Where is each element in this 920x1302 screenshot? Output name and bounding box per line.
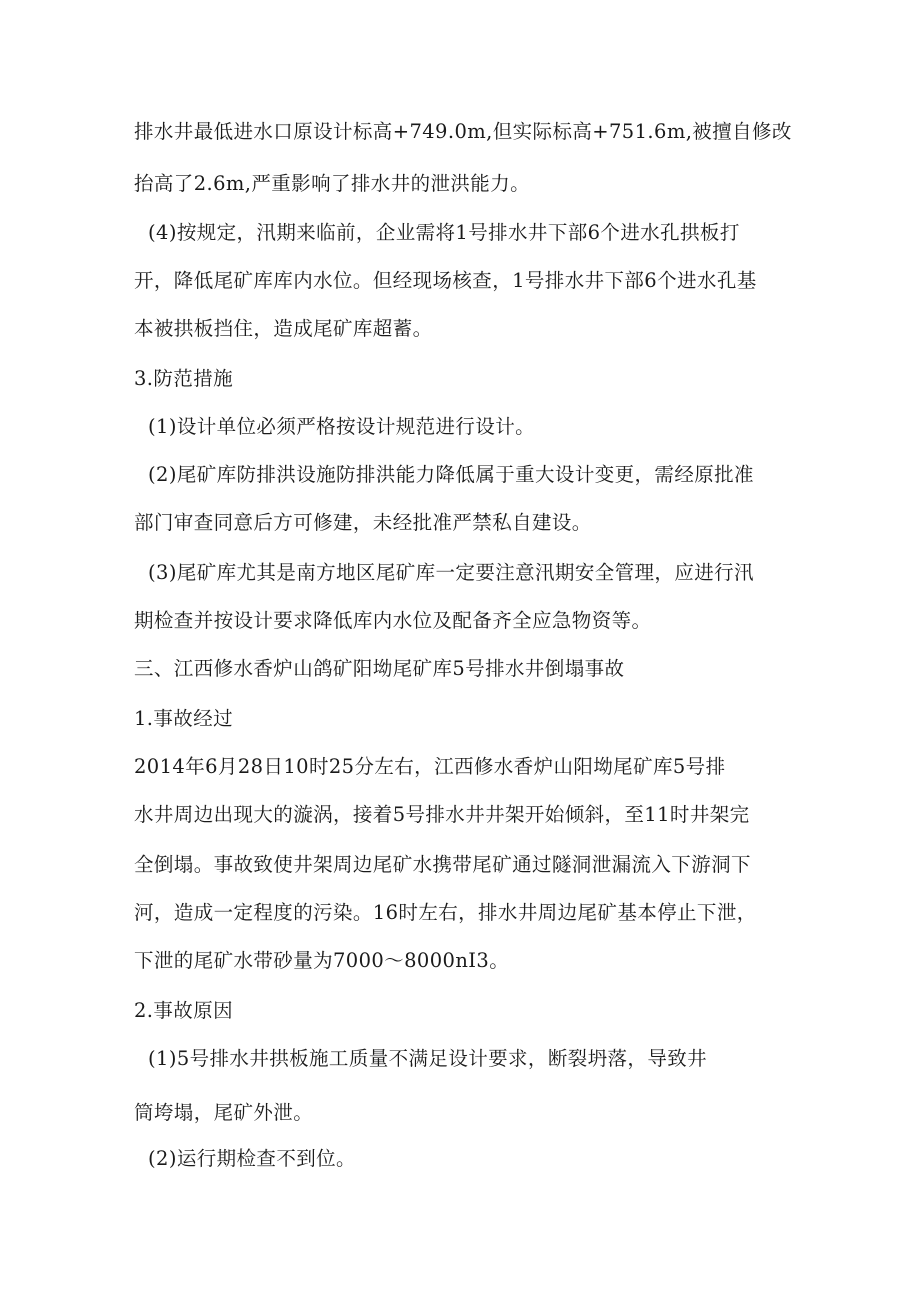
section-heading: 1.事故经过 [134,707,234,730]
text-line: 下泄的尾矿水带砂量为7000～8000nI3。 [134,949,510,972]
section-heading: 三、江西修水香炉山鸽矿阳坳尾矿库5号排水井倒塌事故 [134,657,625,680]
text-line: (1)5号排水井拱板施工质量不满足设计要求，断裂坍落，导致井 [148,1047,708,1070]
text-line: 排水井最低进水口原设计标高+749.0m,但实际标高+751.6m,被擅自修改 [134,120,792,143]
text-line: (3)尾矿库尤其是南方地区尾矿库一定要注意汛期安全管理，应进行汛 [148,561,754,584]
section-heading: 3.防范措施 [134,367,234,390]
text-line: 抬高了2.6m,严重影响了排水井的泄洪能力。 [134,172,531,195]
text-line: 期检查并按设计要求降低库内水位及配备齐全应急物资等。 [134,609,652,632]
text-line: (1)设计单位必须严格按设计规范进行设计。 [148,415,536,438]
text-line: (2)运行期检查不到位。 [148,1147,356,1170]
text-line: 2014年6月28日10时25分左右，江西修水香炉山阳坳尾矿库5号排 [134,755,726,778]
text-line: 筒垮塌，尾矿外泄。 [134,1101,314,1124]
text-line: 本被拱板挡住，造成尾矿库超蓄。 [134,317,433,340]
text-line: 部门审查同意后方可修建，未经批准严禁私自建设。 [134,511,592,534]
text-line: 河，造成一定程度的污染。16时左右，排水井周边尾矿基本停止下泄， [134,901,757,924]
text-line: (4)按规定，汛期来临前，企业需将1号排水井下部6个进水孔拱板打 [148,221,740,244]
text-line: 全倒塌。事故致使井架周边尾矿水携带尾矿通过隧洞泄漏流入下游洞下 [134,853,751,876]
section-heading: 2.事故原因 [134,999,234,1022]
text-line: 水井周边出现大的漩涡，接着5号排水井井架开始倾斜，至11时井架完 [134,803,750,826]
text-line: 开，降低尾矿库库内水位。但经现场核查，1号排水井下部6个进水孔基 [134,269,757,292]
text-line: (2)尾矿库防排洪设施防排洪能力降低属于重大设计变更，需经原批准 [148,463,754,486]
